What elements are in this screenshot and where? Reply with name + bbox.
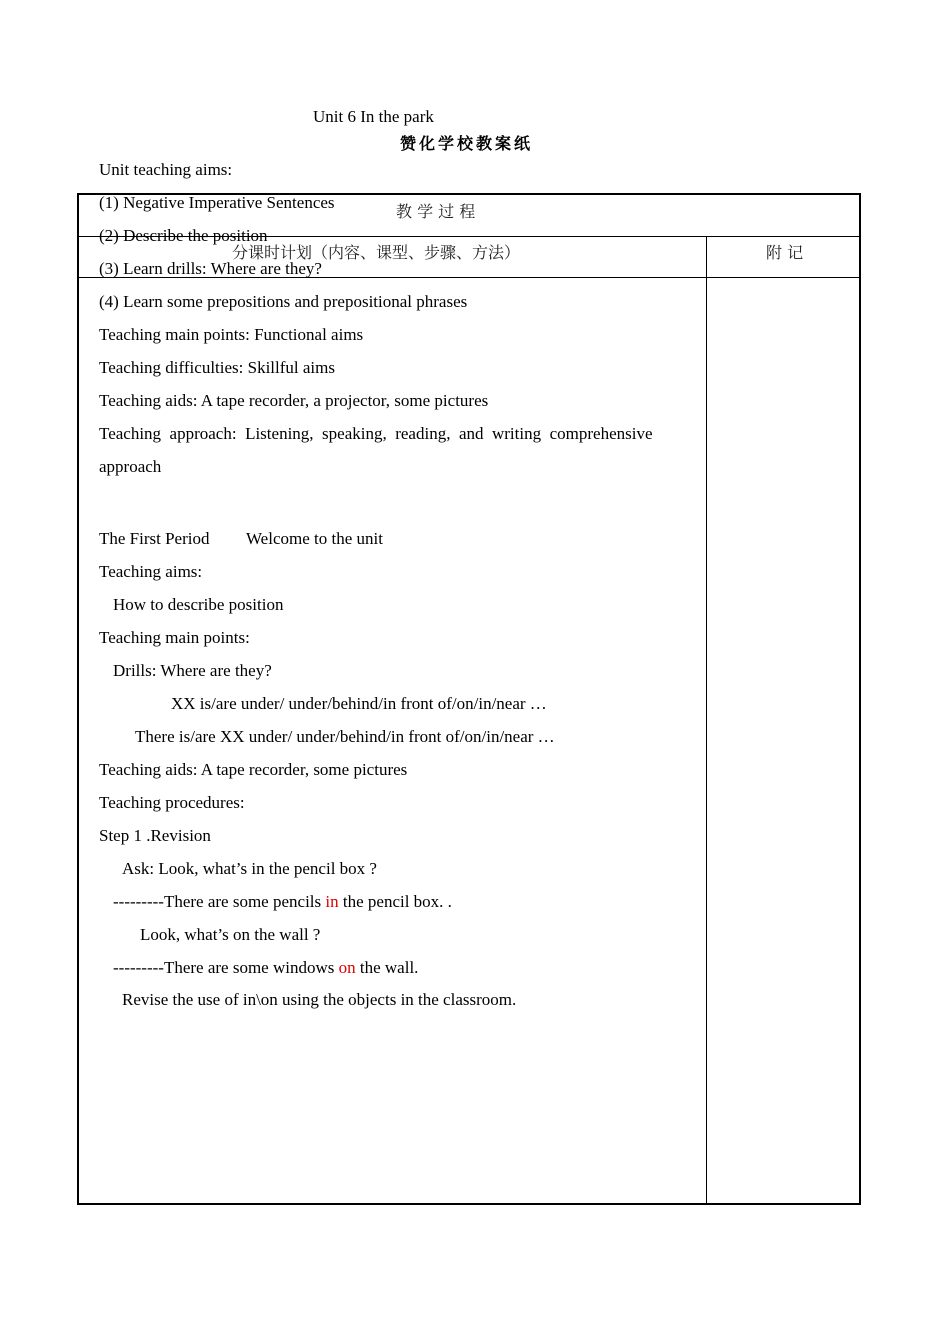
highlight-preposition: on bbox=[338, 958, 356, 977]
answer-text: ---------There are some pencils bbox=[113, 892, 326, 911]
table-title: 教 学 过 程 bbox=[396, 202, 476, 221]
column-header-plan: 分课时计划（内容、课型、步骤、方法） bbox=[232, 243, 521, 262]
ask-line: Ask: Look, what’s in the pencil box ? bbox=[122, 859, 377, 878]
teaching-aids: Teaching aids: A tape recorder, a projector, some pictures bbox=[99, 391, 489, 410]
unit-aims-heading: Unit teaching aims: bbox=[99, 160, 233, 179]
answer-line bbox=[113, 892, 452, 912]
drill-line: Drills: Where are they? bbox=[113, 661, 272, 680]
teaching-approach-cont: approach bbox=[99, 457, 162, 476]
unit-aim-item: (4) Learn some prepositions and prepositional phrases bbox=[99, 292, 468, 311]
answer-line bbox=[113, 958, 418, 978]
table-column-divider bbox=[706, 237, 707, 1204]
unit-aim-item: (3) Learn drills: Where are they? bbox=[99, 259, 322, 278]
period-main-points-heading: Teaching main points: bbox=[99, 628, 250, 647]
unit-title: Unit 6 In the park bbox=[313, 107, 434, 126]
step-heading: Step 1 .Revision bbox=[99, 826, 211, 845]
period-aims-text: How to describe position bbox=[113, 595, 284, 614]
period-title: The First Period bbox=[99, 529, 210, 548]
period-subtitle: Welcome to the unit bbox=[246, 529, 383, 548]
period-aims-heading: Teaching aims: bbox=[99, 562, 203, 581]
procedures-heading: Teaching procedures: bbox=[99, 793, 245, 812]
column-header-notes: 附 记 bbox=[766, 243, 804, 262]
ask-line: Look, what’s on the wall ? bbox=[140, 925, 321, 944]
pattern-line: There is/are XX under/ under/behind/in front of/on/in/near … bbox=[135, 727, 555, 746]
main-points: Teaching main points: Functional aims bbox=[99, 325, 364, 344]
teaching-approach: Teaching approach: Listening, speaking, reading, and writing comprehensive bbox=[99, 424, 653, 443]
pattern-line: XX is/are under/ under/behind/in front of/on/in/near … bbox=[171, 694, 547, 713]
difficulties: Teaching difficulties: Skillful aims bbox=[99, 358, 335, 377]
period-aids: Teaching aids: A tape recorder, some pictures bbox=[99, 760, 408, 779]
revise-line: Revise the use of in\on using the objects in the classroom. bbox=[122, 990, 517, 1009]
answer-text: the pencil box. . bbox=[338, 892, 452, 911]
highlight-preposition: in bbox=[325, 892, 339, 911]
unit-aim-item: (2) Describe the position bbox=[99, 226, 268, 245]
school-title: 赞化学校教案纸 bbox=[400, 134, 534, 153]
answer-text: the wall. bbox=[355, 958, 419, 977]
answer-text: ---------There are some windows bbox=[113, 958, 339, 977]
unit-aim-item: (1) Negative Imperative Sentences bbox=[99, 193, 335, 212]
